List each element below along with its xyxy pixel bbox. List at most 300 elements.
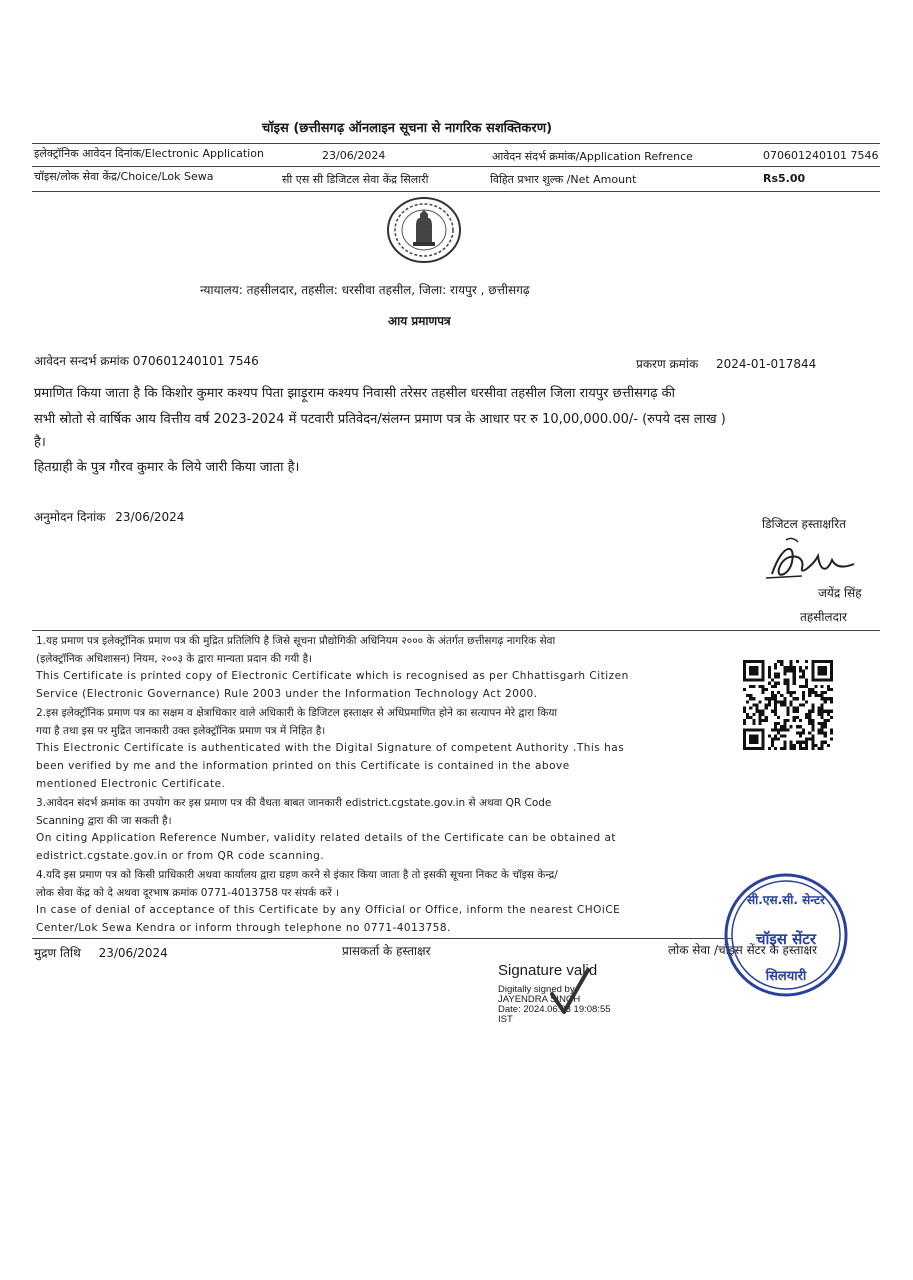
certificate-body-issued-for: हितग्राही के पुत्र गौरव कुमार के लिये जारी किया जाता है। [34, 460, 300, 475]
qr-module [780, 703, 783, 706]
qr-module [799, 685, 802, 688]
qr-module [749, 707, 752, 710]
qr-module [786, 682, 789, 685]
qr-module [765, 707, 768, 710]
qr-module [793, 679, 796, 682]
qr-module [762, 669, 765, 672]
qr-module [743, 738, 746, 741]
qr-module [777, 676, 780, 679]
application-reference-value: 070601240101 7546 [132, 354, 259, 368]
seal-bottom-text: सिलयारी [765, 969, 807, 984]
qr-module [786, 666, 789, 669]
qr-module [771, 741, 774, 744]
qr-module [774, 734, 777, 737]
qr-module [817, 694, 820, 697]
qr-module [768, 682, 771, 685]
qr-module [746, 716, 749, 719]
qr-module [799, 719, 802, 722]
qr-module [814, 744, 817, 747]
qr-module [824, 660, 827, 663]
qr-module [824, 697, 827, 700]
qr-module [805, 744, 808, 747]
qr-module [759, 713, 762, 716]
qr-module [762, 663, 765, 666]
net-amount-label: विहित प्रभार शुल्क /Net Amount [490, 173, 637, 186]
qr-module [752, 660, 755, 663]
qr-module [827, 719, 830, 722]
qr-module [752, 669, 755, 672]
qr-module [749, 694, 752, 697]
qr-module [783, 682, 786, 685]
qr-module [765, 703, 768, 706]
qr-module [762, 713, 765, 716]
qr-module [774, 666, 777, 669]
note-line: 1.यह प्रमाण पत्र इलेक्ट्रॉनिक प्रमाण पत्र की मुद्रित प्रतिलिपि है जिसे सूचना प्रौद्योगिकी अधिनियम २००० के अंतर्गत छत्तीसगढ़ नागरिक सेवा [36, 635, 556, 647]
qr-module [752, 747, 755, 750]
qr-module [786, 685, 789, 688]
qr-module [830, 669, 833, 672]
qr-module [746, 728, 749, 731]
qr-module [790, 691, 793, 694]
qr-module [814, 679, 817, 682]
qr-module [743, 672, 746, 675]
qr-module [755, 707, 758, 710]
qr-module [793, 676, 796, 679]
note-line: लोक सेवा केंद्र को दे अथवा दूरभाष क्रमांक 0771-4013758 पर संपर्क करें । [36, 887, 340, 899]
qr-module [802, 697, 805, 700]
qr-module [799, 669, 802, 672]
qr-module [830, 660, 833, 663]
qr-module [786, 713, 789, 716]
note-line: Scanning द्वारा की जा सकती है। [36, 815, 172, 827]
qr-module [793, 672, 796, 675]
qr-module [821, 691, 824, 694]
note-line: (इलेक्ट्रॉनिक अधिशासन) नियम, २००३ के द्वारा मान्यता प्रदान की गयी है। [36, 653, 313, 665]
qr-module [830, 731, 833, 734]
qr-module [752, 697, 755, 700]
qr-module [805, 685, 808, 688]
qr-module [817, 669, 820, 672]
qr-module [796, 660, 799, 663]
qr-module [821, 703, 824, 706]
qr-module [743, 722, 746, 725]
processor-signature-label: प्रासकर्ता के हस्ताक्षर [342, 944, 431, 958]
qr-module [811, 666, 814, 669]
qr-module [762, 741, 765, 744]
qr-module [824, 719, 827, 722]
qr-module [746, 713, 749, 716]
qr-module [786, 707, 789, 710]
qr-module [786, 679, 789, 682]
qr-module [762, 688, 765, 691]
note-line: This Electronic Certificate is authenticated with the Digital Signature of competent Authority .This has [36, 742, 625, 754]
qr-module [743, 660, 746, 663]
qr-module [749, 728, 752, 731]
qr-module [814, 691, 817, 694]
qr-module [774, 700, 777, 703]
qr-module [793, 747, 796, 750]
qr-module [799, 731, 802, 734]
qr-module [796, 707, 799, 710]
application-ref-label: आवेदन संदर्भ क्रमांक/Application Refrence [492, 150, 693, 163]
qr-module [768, 734, 771, 737]
qr-module [749, 741, 752, 744]
qr-module [796, 725, 799, 728]
qr-module [802, 676, 805, 679]
qr-module [774, 697, 777, 700]
approval-date-value: 23/06/2024 [115, 510, 185, 524]
qr-module [821, 725, 824, 728]
qr-module [755, 728, 758, 731]
qr-module [802, 731, 805, 734]
qr-module [774, 703, 777, 706]
qr-module [814, 685, 817, 688]
qr-module [824, 679, 827, 682]
note-line: 3.आवेदन संदर्भ क्रमांक का उपयोग कर इस प्रमाण पत्र की वैधता बाबत जानकारी edistrict.cgstate.gov.in से अथवा QR Code [36, 797, 552, 809]
qr-module [799, 747, 802, 750]
qr-module [774, 663, 777, 666]
qr-module [799, 744, 802, 747]
qr-module [780, 728, 783, 731]
qr-module [821, 694, 824, 697]
court-line: न्यायालय: तहसीलदार, तहसील: धरसीवा तहसील, जिला: रायपुर , छत्तीसगढ़ [200, 283, 530, 297]
signatory-name: जयेंद्र सिंह [818, 586, 862, 600]
qr-module [752, 713, 755, 716]
qr-module [755, 666, 758, 669]
qr-module [771, 679, 774, 682]
qr-module [817, 728, 820, 731]
qr-module [805, 660, 808, 663]
qr-module [796, 710, 799, 713]
qr-module [777, 691, 780, 694]
qr-module [759, 679, 762, 682]
qr-module [786, 669, 789, 672]
qr-module [817, 747, 820, 750]
application-date-label: इलेक्ट्रॉनिक आवेदन दिनांक/Electronic Application [34, 147, 264, 160]
qr-module [780, 694, 783, 697]
qr-module [827, 688, 830, 691]
header-rule-top [32, 143, 880, 144]
qr-module [811, 747, 814, 750]
case-number-value: 2024-01-017844 [716, 357, 817, 371]
qr-module [808, 691, 811, 694]
qr-module [817, 707, 820, 710]
qr-module [755, 703, 758, 706]
qr-module [768, 697, 771, 700]
qr-module [771, 691, 774, 694]
qr-module [777, 728, 780, 731]
qr-module [783, 669, 786, 672]
qr-module [743, 741, 746, 744]
qr-module [783, 697, 786, 700]
qr-module [774, 707, 777, 710]
qr-module [783, 725, 786, 728]
qr-module [811, 710, 814, 713]
qr-module [743, 676, 746, 679]
qr-module [811, 688, 814, 691]
qr-module [799, 734, 802, 737]
qr-module [752, 703, 755, 706]
note-line: In case of denial of acceptance of this Certificate by any Official or Office, inform the nearest CHOiCE [36, 904, 621, 916]
application-date-value: 23/06/2024 [322, 149, 386, 162]
qr-module [755, 738, 758, 741]
qr-module [780, 663, 783, 666]
qr-module [752, 679, 755, 682]
qr-module [755, 747, 758, 750]
qr-module [755, 672, 758, 675]
qr-module [811, 728, 814, 731]
qr-module [830, 663, 833, 666]
qr-module [802, 672, 805, 675]
qr-module [749, 672, 752, 675]
note-line: गया है तथा इस पर मुद्रित जानकारी उक्त इलेक्ट्रॉनिक प्रमाण पत्र में निहित है। [36, 725, 326, 737]
qr-module [830, 710, 833, 713]
qr-module [821, 710, 824, 713]
qr-module [762, 734, 765, 737]
qr-module [799, 676, 802, 679]
note-line: Center/Lok Sewa Kendra or inform through telephone no 0771-4013758. [36, 922, 451, 934]
qr-module [811, 669, 814, 672]
qr-module [817, 731, 820, 734]
print-date-label: मुद्रण तिथि [34, 946, 81, 960]
qr-module [777, 682, 780, 685]
qr-module [790, 666, 793, 669]
qr-module [768, 666, 771, 669]
qr-module [780, 660, 783, 663]
qr-module [759, 722, 762, 725]
qr-module [771, 697, 774, 700]
qr-module [824, 666, 827, 669]
application-reference [34, 352, 259, 369]
qr-module [790, 663, 793, 666]
qr-module [771, 728, 774, 731]
qr-module [811, 707, 814, 710]
qr-module [811, 719, 814, 722]
qr-module [762, 691, 765, 694]
qr-module [830, 688, 833, 691]
qr-module [743, 747, 746, 750]
qr-module [821, 672, 824, 675]
qr-module [821, 707, 824, 710]
qr-module [774, 725, 777, 728]
qr-module [755, 741, 758, 744]
qr-module [827, 697, 830, 700]
qr-module [752, 722, 755, 725]
note-line: edistrict.cgstate.gov.in or from QR code scanning. [36, 850, 325, 862]
qr-module [808, 688, 811, 691]
qr-module [759, 747, 762, 750]
qr-module [830, 676, 833, 679]
qr-module [759, 716, 762, 719]
qr-module [808, 694, 811, 697]
qr-module [762, 719, 765, 722]
qr-module [755, 669, 758, 672]
qr-module [759, 728, 762, 731]
certificate-title: आय प्रमाणपत्र [388, 314, 451, 328]
qr-module [759, 719, 762, 722]
notes-divider [32, 630, 880, 631]
qr-module [743, 710, 746, 713]
qr-module [746, 694, 749, 697]
qr-module [771, 738, 774, 741]
choice-center-label: चॉइस/लोक सेवा केंद्र/Choice/Lok Sewa [34, 170, 214, 183]
digital-signature-timezone: IST [498, 1014, 513, 1025]
qr-module [805, 738, 808, 741]
qr-module [783, 744, 786, 747]
qr-module [746, 700, 749, 703]
qr-module [821, 731, 824, 734]
qr-module [768, 669, 771, 672]
qr-module [746, 679, 749, 682]
qr-module [821, 744, 824, 747]
qr-module [743, 734, 746, 737]
qr-module [765, 719, 768, 722]
note-line: been verified by me and the information printed on this Certificate is contained in the above [36, 760, 570, 772]
center-signature-label: लोक सेवा /चॉइस सेंटर के हस्ताक्षर [668, 943, 817, 957]
qr-module [790, 747, 793, 750]
qr-module [752, 672, 755, 675]
application-ref-value: 070601240101 7546 [763, 149, 879, 162]
qr-module [786, 719, 789, 722]
qr-module [796, 716, 799, 719]
qr-module [805, 747, 808, 750]
qr-module [783, 703, 786, 706]
qr-module [749, 738, 752, 741]
qr-module [790, 703, 793, 706]
note-line: 4.यदि इस प्रमाण पत्र को किसी प्राधिकारी अथवा कार्यालय द्वारा ग्रहण करने से इंकार किया जाता है तो इसकी सूचना निकट के चॉइस केन्द्र/ [36, 869, 558, 881]
qr-module [777, 722, 780, 725]
qr-module [752, 666, 755, 669]
qr-module [805, 713, 808, 716]
qr-module [774, 682, 777, 685]
qr-module [808, 713, 811, 716]
qr-module [817, 722, 820, 725]
qr-module [824, 722, 827, 725]
qr-module [824, 710, 827, 713]
qr-module [749, 747, 752, 750]
qr-module [793, 666, 796, 669]
qr-module [811, 703, 814, 706]
choice-center-value: सी एस सी डिजिटल सेवा केंद्र सिलारी [282, 173, 429, 186]
application-reference-label: आवेदन सन्दर्भ क्रमांक [34, 354, 129, 368]
signature-valid-check-icon [548, 966, 592, 1022]
qr-module [780, 700, 783, 703]
qr-module [783, 747, 786, 750]
qr-module [821, 685, 824, 688]
qr-module [755, 679, 758, 682]
qr-module [786, 688, 789, 691]
qr-module [771, 685, 774, 688]
qr-module [817, 666, 820, 669]
case-number-label: प्रकरण क्रमांक [636, 357, 699, 371]
qr-module [817, 660, 820, 663]
handwritten-signature-icon [762, 534, 862, 586]
qr-module [783, 734, 786, 737]
qr-module [774, 713, 777, 716]
qr-module [811, 676, 814, 679]
qr-module [774, 710, 777, 713]
qr-module [771, 694, 774, 697]
digital-signature-date: Date: 2024.06.23 19:08:55 [498, 1004, 611, 1015]
qr-module [752, 738, 755, 741]
qr-module [752, 685, 755, 688]
qr-module [762, 710, 765, 713]
qr-code-icon[interactable] [742, 660, 834, 750]
qr-module [824, 741, 827, 744]
qr-module [830, 672, 833, 675]
qr-module [827, 713, 830, 716]
qr-module [759, 700, 762, 703]
qr-module [824, 691, 827, 694]
qr-module [749, 685, 752, 688]
qr-module [821, 716, 824, 719]
qr-module [774, 747, 777, 750]
document-header-title: चॉइस (छत्तीसगढ़ ऑनलाइन सूचना से नागरिक सशक्तिकरण) [262, 121, 553, 136]
qr-module [793, 710, 796, 713]
header-rule-middle [32, 166, 880, 167]
qr-module [780, 734, 783, 737]
qr-module [780, 725, 783, 728]
print-date [34, 944, 168, 961]
qr-module [811, 725, 814, 728]
qr-module [821, 666, 824, 669]
qr-module [790, 725, 793, 728]
qr-module [768, 676, 771, 679]
qr-module [808, 710, 811, 713]
qr-module [746, 660, 749, 663]
qr-module [821, 679, 824, 682]
qr-module [811, 691, 814, 694]
qr-module [802, 741, 805, 744]
qr-module [777, 672, 780, 675]
qr-module [768, 700, 771, 703]
qr-module [762, 679, 765, 682]
qr-module [774, 694, 777, 697]
qr-module [749, 697, 752, 700]
qr-module [793, 716, 796, 719]
qr-module [830, 697, 833, 700]
qr-module [743, 731, 746, 734]
certificate-body-line-2: सभी स्रोतो से वार्षिक आय वित्तीय वर्ष 2023-2024 में पटवारी प्रतिवेदन/संलग्न प्रमाण पत्र के आधार पर रु 10,00,000.00/- (रुपये दस लाख ) [34, 412, 726, 427]
qr-module [762, 676, 765, 679]
qr-module [790, 694, 793, 697]
qr-module [811, 672, 814, 675]
qr-module [743, 744, 746, 747]
qr-module [783, 700, 786, 703]
signatory-designation: तहसीलदार [800, 610, 847, 624]
qr-module [811, 734, 814, 737]
qr-module [749, 666, 752, 669]
qr-module [811, 738, 814, 741]
header-rule-bottom [32, 191, 880, 192]
qr-module [805, 682, 808, 685]
qr-module [774, 728, 777, 731]
qr-module [765, 697, 768, 700]
qr-module [796, 731, 799, 734]
qr-module [814, 660, 817, 663]
qr-module [805, 741, 808, 744]
qr-module [821, 722, 824, 725]
qr-module [746, 747, 749, 750]
qr-module [762, 738, 765, 741]
qr-module [755, 734, 758, 737]
qr-module [752, 719, 755, 722]
qr-module [830, 728, 833, 731]
qr-module [821, 669, 824, 672]
certificate-body-line-3: है। [34, 435, 46, 450]
qr-module [777, 700, 780, 703]
qr-module [827, 710, 830, 713]
